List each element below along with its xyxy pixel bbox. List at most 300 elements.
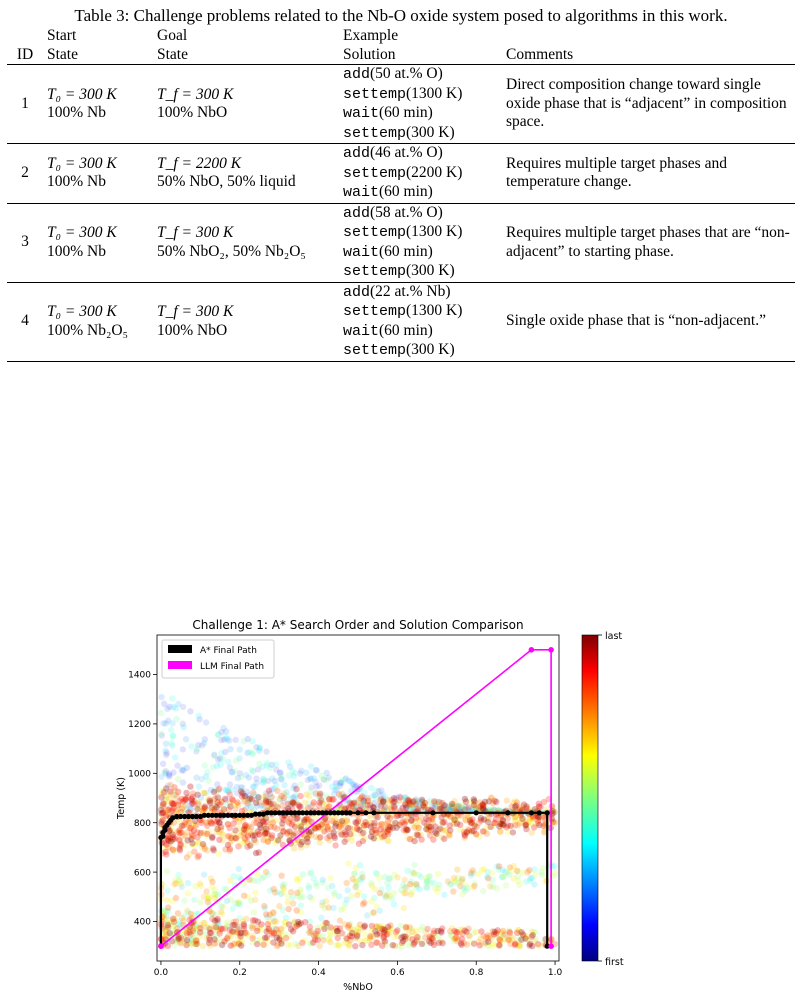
step-function: settemp [343,164,407,182]
search-point [290,799,296,805]
astar-path-point [545,810,550,815]
search-point [374,903,380,909]
step-argument: (2200 K) [406,163,463,181]
solution-step [343,183,498,203]
legend-swatch-llm [168,661,192,669]
search-point [369,923,375,929]
search-point [367,933,373,939]
search-point [165,922,171,928]
table-row [7,282,795,361]
search-point [297,793,303,799]
goal-temp: T_f = 300 K [157,85,234,103]
step-argument: (60 min) [379,183,433,200]
step-function: settemp [343,303,407,320]
search-point [238,930,244,936]
search-point [191,897,197,903]
search-point [459,876,465,882]
search-point [349,838,355,844]
search-point [494,885,500,891]
search-point [311,799,317,805]
search-point [491,929,497,935]
search-point [423,826,429,832]
search-point [274,788,280,794]
search-point [211,847,217,853]
search-point [415,832,421,838]
search-point [428,940,434,946]
cell-example-solution [339,282,502,361]
search-point [536,822,542,828]
search-point [362,819,368,825]
search-point [164,868,170,874]
search-point [237,746,243,752]
search-point [278,773,284,779]
cell-comments [502,65,795,144]
search-point [527,878,533,884]
search-point [207,930,213,936]
search-point [187,783,193,789]
search-point [325,904,331,910]
cell-goal-state [153,65,339,144]
search-point [172,880,178,886]
step-function: add [343,283,371,301]
search-point [215,732,221,738]
search-point [526,867,532,873]
search-point [214,804,220,810]
search-point [232,827,238,833]
search-point [392,820,398,826]
step-function: settemp [343,224,407,241]
search-point [289,768,295,774]
search-point [180,724,186,730]
search-point [500,818,506,824]
search-point [447,827,453,833]
search-point [295,919,301,925]
search-point [159,818,165,824]
search-point [354,892,360,898]
search-point [337,917,343,923]
search-point [519,816,525,822]
search-point [313,883,319,889]
search-point [271,918,277,924]
search-point [325,885,331,891]
search-point [441,836,447,842]
cell-comments [502,203,795,282]
search-point [462,927,468,933]
search-point [195,792,201,798]
search-point [481,816,487,822]
search-point [372,928,378,934]
search-point [183,797,189,803]
search-point [216,786,222,792]
search-point [478,928,484,934]
solution-step [343,243,498,263]
search-point [530,932,536,938]
search-point [213,924,219,930]
table-row [7,65,795,144]
step-argument: (58 at.% O) [370,203,443,221]
legend-label-astar: A* Final Path [200,646,257,656]
search-point [196,784,202,790]
llm-path-point [548,943,554,949]
search-point [411,870,417,876]
search-point [170,916,176,922]
search-point [260,818,266,824]
search-point [475,871,481,877]
search-point [181,897,187,903]
colorbar-bottom-label: first [605,957,624,968]
cell-start-state [43,144,153,204]
search-point [423,816,429,822]
search-point [424,926,430,932]
search-point [263,826,269,832]
search-point [241,893,247,899]
table-header-row [7,27,795,65]
search-point [263,748,269,754]
search-point [180,746,186,752]
search-point [535,941,541,947]
search-point [308,763,314,769]
solution-step [343,223,498,243]
search-point [270,909,276,915]
search-point [228,897,234,903]
search-point [353,820,359,826]
search-point [161,769,167,775]
search-point [222,796,228,802]
search-point [481,866,487,872]
search-point [180,766,186,772]
search-point [471,822,477,828]
search-point [471,828,477,834]
search-point [376,875,382,881]
search-point [431,798,437,804]
x-tick-label: 0.2 [232,968,247,978]
search-point [383,893,389,899]
row-id: 3 [21,233,29,251]
search-point [430,837,436,843]
search-point [196,853,202,859]
search-point [335,935,341,941]
search-point [348,893,354,899]
search-point [370,909,376,915]
search-point [251,909,257,915]
step-function: settemp [343,263,407,280]
search-point [254,941,260,947]
challenge-table [7,27,795,362]
search-point [208,820,214,826]
row-id: 2 [21,164,29,181]
search-point [307,924,313,930]
row-comment: Direct composition change toward single oxide phase that is “adjacent” in composition space. [506,76,787,131]
search-point [308,775,314,781]
search-point [168,838,174,844]
search-point [480,828,486,834]
astar-path-point [430,810,435,815]
search-point [238,788,244,794]
chart-figure [108,612,688,996]
search-point [160,761,166,767]
search-point [249,750,255,756]
goal-composition: 100% NbO [157,104,228,121]
search-point [320,880,326,886]
step-function: settemp [343,342,407,359]
search-point [496,942,502,948]
cell-goal-state [153,144,339,204]
cell-id [7,203,43,282]
search-point [339,777,345,783]
step-argument: (60 min) [379,104,433,121]
search-point [281,782,287,788]
search-point [356,827,362,833]
cell-start-state [43,203,153,282]
search-point [380,798,386,804]
search-point [552,870,558,876]
legend [162,640,274,678]
step-function: add [343,66,371,83]
search-order-cloud [158,694,559,950]
search-point [482,799,488,805]
row-id: 1 [21,94,29,112]
search-point [391,901,397,907]
row-comment: Requires multiple target phases that are “non-adjacent” to starting phase. [506,224,790,260]
search-point [394,927,400,933]
search-point [211,753,217,759]
header-id: ID [16,45,34,63]
step-function: add [343,204,371,222]
llm-path-point [158,943,164,949]
search-point [227,877,233,883]
search-point [532,872,538,878]
search-point [508,823,514,829]
search-point [441,892,447,898]
search-point [321,926,327,932]
table-row [7,144,795,204]
search-point [317,834,323,840]
search-point [297,803,303,809]
start-composition: 100% Nb [47,104,106,121]
search-point [471,941,477,947]
cell-goal-state [153,282,339,361]
search-point [359,874,365,880]
search-point [227,803,233,809]
search-point [250,832,256,838]
search-point [188,743,194,749]
search-point [507,930,513,936]
search-point [158,710,164,716]
search-point [165,888,171,894]
search-point [238,942,244,948]
search-point [333,783,339,789]
search-point [249,738,255,744]
step-argument: (22 at.% Nb) [370,282,451,300]
search-point [387,824,393,830]
search-point [505,936,511,942]
astar-path-point [363,810,368,815]
search-point [540,865,546,871]
search-point [294,890,300,896]
search-point [264,928,270,934]
search-point [353,865,359,871]
search-point [352,884,358,890]
search-point [436,940,442,946]
start-temp: T₀ = 300 K [47,154,117,172]
x-tick-label: 1.0 [547,968,563,978]
x-axis-label: %NbO [343,982,373,993]
search-point [485,939,491,945]
search-point [219,942,225,948]
y-axis-label: Temp (K) [116,777,127,819]
search-point [230,905,236,911]
search-point [493,799,499,805]
cell-goal-state [153,203,339,282]
search-point [175,789,181,795]
search-point [390,942,396,948]
table-row [7,203,795,282]
search-point [263,911,269,917]
search-point [518,937,524,943]
search-point [218,750,224,756]
y-tick-label: 1400 [128,670,151,681]
row-comment: Requires multiple target phases and temperature change. [506,154,727,191]
search-point [332,835,338,841]
search-point [231,922,237,928]
search-point [290,900,296,906]
search-point [225,842,231,848]
search-point [164,897,170,903]
search-point [209,834,215,840]
search-point [410,798,416,804]
search-point [411,862,417,868]
cell-id [7,144,43,204]
step-argument: (300 K) [406,123,455,141]
colorbar [582,631,624,968]
search-point [227,746,233,752]
search-point [327,930,333,936]
search-point [263,869,269,875]
cell-id [7,65,43,144]
search-point [404,827,410,833]
cell-id [7,282,43,361]
search-point [238,774,244,780]
search-point [504,798,510,804]
search-point [255,794,261,800]
search-point [324,920,330,926]
search-point [360,901,366,907]
search-point [318,822,324,828]
search-point [334,928,340,934]
search-point [303,791,309,797]
search-point [451,817,457,823]
search-point [368,823,374,829]
search-point [344,880,350,886]
search-point [303,770,309,776]
search-point [251,784,257,790]
search-point [391,805,397,811]
cell-example-solution [339,144,502,204]
search-point [236,866,242,872]
cell-example-solution [339,65,502,144]
search-point [163,741,169,747]
search-point [225,759,231,765]
search-point [235,843,241,849]
astar-path-point [371,810,376,815]
search-point [201,740,207,746]
cell-example-solution [339,203,502,282]
search-point [400,938,406,944]
search-point [273,761,279,767]
search-point [315,928,321,934]
search-point [401,905,407,911]
search-point [435,871,441,877]
search-point [332,823,338,829]
search-point [411,838,417,844]
search-point [419,797,425,803]
search-point [168,740,174,746]
search-point [450,888,456,894]
search-point [223,734,229,740]
search-point [445,878,451,884]
search-point [269,775,275,781]
search-point [253,800,259,806]
search-point [186,929,192,935]
step-function: wait [343,184,380,201]
search-point [232,835,238,841]
search-point [173,705,179,711]
search-point [326,796,332,802]
search-point [384,813,390,819]
search-point [170,733,176,739]
llm-path-point [529,647,535,653]
search-point [349,876,355,882]
search-point [413,881,419,887]
search-point [175,776,181,782]
search-point [298,823,304,829]
search-point [407,881,413,887]
step-function: wait [343,322,380,340]
search-point [261,903,267,909]
search-point [419,941,425,947]
search-point [230,797,236,803]
search-point [408,818,414,824]
search-point [356,841,362,847]
search-point [433,831,439,837]
search-point [449,801,455,807]
search-point [408,891,414,897]
search-point [188,796,194,802]
search-point [361,798,367,804]
search-point [401,877,407,883]
search-point [178,829,184,835]
search-point [210,764,216,770]
cell-start-state [43,65,153,144]
search-point [169,695,175,701]
search-point [503,882,509,888]
search-point [435,928,441,934]
search-point [331,829,337,835]
search-point [235,899,241,905]
search-point [173,895,179,901]
search-point [205,899,211,905]
search-point [403,804,409,810]
search-point [265,799,271,805]
search-point [247,842,253,848]
search-point [317,799,323,805]
search-point [377,890,383,896]
header-example-solution: Example Solution [343,27,399,63]
search-point [361,931,367,937]
search-point [416,825,422,831]
search-point [233,757,239,763]
search-point [164,706,170,712]
